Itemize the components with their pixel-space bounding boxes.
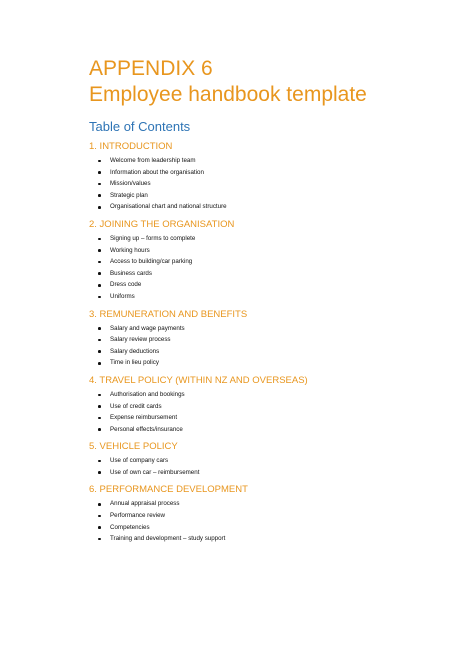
bullet-icon (98, 394, 101, 397)
section-heading: 1. INTRODUCTION (89, 141, 173, 152)
bullet-icon (98, 503, 101, 506)
list-item-text: Expense reimbursement (110, 414, 178, 422)
list-item-text: Performance review (110, 512, 166, 520)
list-item-text: Salary review process (110, 336, 171, 344)
section-item-list (89, 323, 449, 369)
list-item-text: Training and development – study support (110, 535, 226, 543)
section-item-list (89, 389, 449, 435)
list-item-text: Personal effects/insurance (110, 425, 183, 433)
list-item-text: Business cards (110, 269, 152, 277)
list-item-text: Salary and wage payments (110, 324, 185, 332)
list-item-text: Authorisation and bookings (110, 390, 185, 398)
bullet-icon (98, 272, 101, 275)
list-item (89, 233, 449, 245)
list-item (89, 357, 449, 369)
list-item (89, 510, 449, 522)
toc-section (89, 441, 449, 478)
bullet-icon (98, 362, 101, 365)
list-item (89, 155, 449, 167)
list-item-text: Use of company cars (110, 457, 169, 465)
section-heading: 5. VEHICLE POLICY (89, 441, 178, 453)
bullet-icon (98, 284, 101, 287)
toc-section (89, 219, 449, 303)
bullet-icon (98, 206, 101, 209)
section-heading: 3. REMUNERATION AND BENEFITS (89, 308, 248, 320)
list-item (89, 256, 449, 268)
list-item (89, 533, 449, 545)
section-heading: 6. PERFORMANCE DEVELOPMENT (89, 484, 248, 496)
bullet-icon (98, 160, 101, 163)
bullet-icon (98, 183, 101, 186)
bullet-icon (98, 261, 101, 264)
list-item-text: Signing up – forms to complete (110, 234, 196, 242)
list-item (89, 178, 449, 190)
bullet-icon (98, 194, 101, 197)
table-of-contents-heading: Table of Contents (89, 119, 191, 134)
list-item-text: Mission/values (110, 180, 151, 188)
list-item (89, 455, 449, 467)
list-item-text: Use of own car – reimbursement (110, 468, 200, 476)
section-item-list (89, 455, 449, 478)
toc-section (89, 375, 449, 435)
bullet-icon (98, 417, 101, 420)
list-item (89, 424, 449, 436)
bullet-icon (98, 526, 101, 529)
section-item-list (89, 155, 449, 213)
document-title: Employee handbook template (89, 83, 367, 106)
list-item (89, 245, 449, 257)
bullet-icon (98, 471, 101, 474)
list-item (89, 522, 449, 534)
list-item (89, 346, 449, 358)
bullet-icon (98, 171, 101, 174)
toc-section (89, 484, 449, 544)
list-item-text: Time in lieu policy (110, 359, 159, 367)
list-item-text: Salary deductions (110, 347, 160, 355)
list-item (89, 401, 449, 413)
list-item-text: Working hours (110, 246, 150, 254)
list-item (89, 279, 449, 291)
bullet-icon (98, 296, 101, 299)
appendix-label: APPENDIX 6 (89, 57, 213, 80)
list-item (89, 201, 449, 213)
bullet-icon (98, 238, 101, 241)
list-item-text: Access to building/car parking (110, 258, 193, 266)
bullet-icon (98, 515, 101, 518)
list-item (89, 190, 449, 202)
bullet-icon (98, 538, 101, 541)
bullet-icon (98, 405, 101, 408)
list-item (89, 167, 449, 179)
section-heading: 2. JOINING THE ORGANISATION (89, 218, 235, 230)
bullet-icon (98, 460, 101, 463)
bullet-icon (98, 350, 101, 353)
list-item-text: Competencies (110, 523, 150, 531)
section-item-list (89, 233, 449, 303)
list-item-text: Uniforms (110, 292, 135, 300)
list-item-text: Welcome from leadership team (110, 157, 196, 164)
list-item (89, 291, 449, 303)
list-item (89, 268, 449, 280)
list-item (89, 412, 449, 424)
section-heading: 4. TRAVEL POLICY (WITHIN NZ AND OVERSEAS) (89, 374, 308, 386)
list-item (89, 498, 449, 510)
list-item-text: Annual appraisal process (110, 500, 180, 508)
list-item (89, 334, 449, 346)
bullet-icon (98, 339, 101, 342)
bullet-icon (98, 327, 101, 330)
toc-section (89, 141, 449, 213)
list-item (89, 389, 449, 401)
list-item-text: Information about the organisation (110, 168, 204, 176)
toc-sections (89, 141, 449, 545)
list-item-text: Dress code (110, 281, 142, 289)
list-item-text: Organisational chart and national structure (110, 203, 227, 211)
section-item-list (89, 498, 449, 544)
list-item-text: Strategic plan (110, 191, 148, 199)
bullet-icon (98, 428, 101, 431)
document-content (89, 56, 449, 545)
list-item (89, 467, 449, 479)
toc-section (89, 309, 449, 369)
bullet-icon (98, 249, 101, 252)
list-item-text: Use of credit cards (110, 402, 162, 410)
list-item (89, 323, 449, 335)
